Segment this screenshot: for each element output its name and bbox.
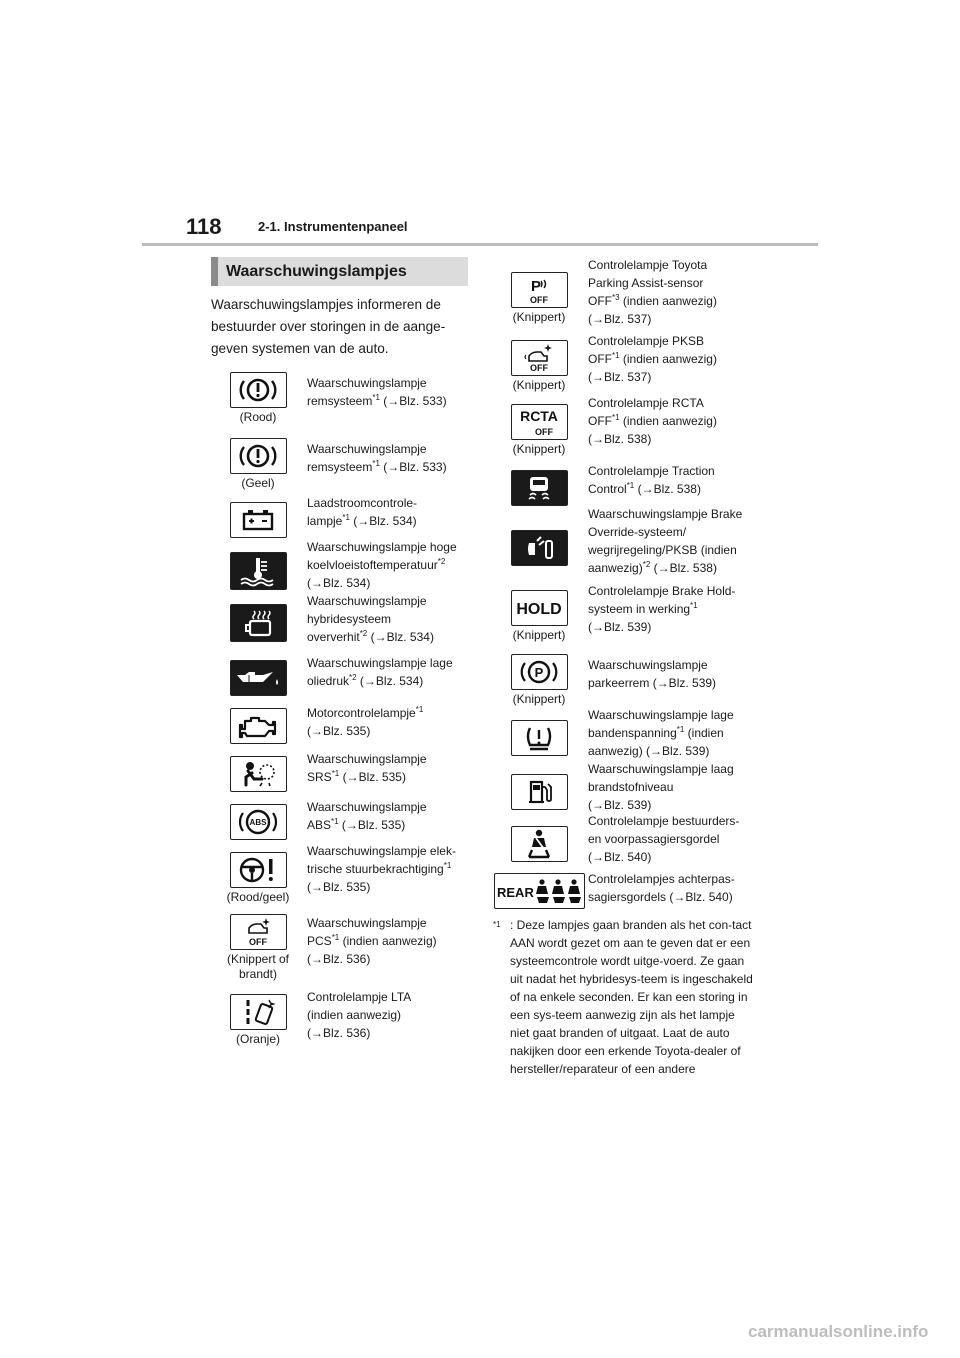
oil-pressure-icon [230,660,287,696]
hybrid-overheat-icon [230,604,287,642]
icon-caption: (Knippert) [512,692,566,706]
entry-description: Waarschuwingslampje PCS$^{*1}$ (indien aanwezig) (→Blz. 536) [307,916,437,966]
seatbelt-icon [511,826,568,862]
entry-description: Waarschuwingslampje hybridesysteem oververhit$^{*2}$ (→Blz. 534) [307,594,434,644]
icon-caption: (Knippert) [512,378,566,392]
entry-description: Controlelampje Traction Control$^{*1}$ (→Blz. 538) [588,464,715,496]
intro-paragraph: Waarschuwingslampjes informeren de bestuurder over storingen in de aange-geven systemen van de auto. [211,297,446,356]
entry-description: Controlelampje PKSB OFF$^{*1}$ (indien aanwezig) (→Blz. 537) [588,334,717,384]
entry-description: Waarschuwingslampje lage bandenspanning$^{*1}$ (indien aanwezig) (→Blz. 539) [588,708,734,758]
entry-description: Waarschuwingslampje parkeerrem (→Blz. 539) [588,658,717,690]
watermark: carmanualsonline.info [748,1322,929,1341]
icon-caption: (Knippert) [512,628,566,642]
icon-caption: (Rood/geel) [226,890,290,904]
pcs-off-icon [230,914,287,950]
entry-description: Waarschuwingslampje hoge koelvloeistoftemperatuur$^{*2}$ (→Blz. 534) [307,540,457,590]
entry-description: Motorcontrolelampje$^{*1}$ (→Blz. 535) [307,705,424,738]
svg-text:HOLD: HOLD [516,601,562,618]
svg-text:OFF: OFF [530,295,548,305]
entry-description: Waarschuwingslampje ABS$^{*1}$ (→Blz. 535) [307,800,427,832]
entry-description: Waarschuwingslampje remsysteem$^{*1}$ (→Blz. 533) [307,442,447,474]
entry-description: Controlelampje bestuurders- en voorpassagiersgordel (→Blz. 540) [588,814,740,864]
battery-icon [230,502,287,538]
entry-description: Controlelampje Brake Hold- systeem in werking$^{*1}$ (→Blz. 539) [588,584,736,634]
svg-text:P: P [534,665,544,680]
svg-text:REAR: REAR [497,885,534,900]
rcta-off-icon [511,404,568,440]
brake-override-icon [511,530,568,566]
section-heading: Waarschuwingslampjes [211,257,468,286]
chapter-title: 2-1. Instrumentenpaneel [258,219,408,234]
entry-description: Waarschuwingslampje remsysteem$^{*1}$ (→Blz. 533) [307,376,447,408]
engine-check-icon [230,708,287,744]
entry-description: Controlelampje Toyota Parking Assist-sensor OFF$^{*3}$ (indien aanwezig) (→Blz. 537) [588,258,717,326]
icon-caption: (Rood) [239,410,277,424]
footnote: $^{*1}$ : Deze lampjes gaan branden als het con-tact AAN wordt gezet om aan te geven dat er een systeemcontrole wordt uitge-voerd. Ze gaan uit nadat het hybridesys-teem is ingeschakeld of na enkele seconden. Er kan een storing in een sys-teem aanwezig zijn als het lampje niet gaat branden of uitgaat. Laat de auto nakijken door een erkende Toyota-dealer of hersteller/reparateur of een andere [493,918,753,1076]
svg-text:OFF: OFF [535,427,553,437]
entry-description: Waarschuwingslampje elek- trische stuurbekrachtiging$^{*1}$ (→Blz. 535) [307,844,456,894]
rear-seatbelt-icon [494,873,585,909]
icon-caption: (Oranje) [235,1032,280,1046]
power-steering-icon [230,852,287,888]
icon-caption: (Geel) [241,476,275,490]
coolant-temperature-icon [230,552,287,590]
entry-description: Controlelampje RCTA OFF$^{*1}$ (indien aanwezig) (→Blz. 538) [588,396,717,446]
tire-pressure-icon [511,720,568,756]
icon-caption: (Knippert of brandt) [226,952,290,981]
svg-text:ABS: ABS [249,818,267,827]
header-rule [142,243,818,246]
svg-text:RCTA: RCTA [520,408,558,424]
entry-description: Laadstroomcontrole- lampje$^{*1}$ (→Blz. 534) [307,496,418,528]
svg-text:OFF: OFF [249,937,267,947]
lta-icon [230,994,287,1030]
brake-warning-icon [230,372,287,408]
hold-icon [511,590,568,626]
footnote-text: : Deze lampjes gaan branden als het con-tact AAN wordt gezet om aan te geven dat er een systeemcontrole wordt uitge-voerd. Ze gaan uit nadat het hybridesys-teem is ingeschakeld of na enkele seconden. Er kan een storing in een sys-teem aanwezig zijn als het lampje niet gaat branden of uitgaat. Laat de auto nakijken door een erkende Toyota-dealer of hersteller/reparateur of een andere [510,918,753,1076]
entry-description: Waarschuwingslampje Brake Override-systeem/ wegrijregeling/PKSB (indien aanwezig)$^{*2}$ (→Blz. 538) [588,507,743,575]
entry-description: Waarschuwingslampje lage oliedruk$^{*2}$ (→Blz. 534) [307,656,453,688]
srs-airbag-icon [230,756,287,792]
icon-caption: (Knippert) [512,310,566,324]
page-number: 118 [186,214,222,239]
fuel-level-icon [511,774,568,810]
entry-description: Controlelampje LTA (indien aanwezig) (→Blz. 536) [307,990,412,1040]
abs-icon [230,804,287,840]
svg-text:OFF: OFF [530,363,548,373]
pksb-off-icon [511,340,568,376]
entry-description: Controlelampjes achterpas- sagiersgordels (→Blz. 540) [588,872,735,904]
svg-text:P: P [531,278,542,295]
brake-warning-icon [230,438,287,474]
parking-assist-off-icon [511,272,568,308]
entry-description: Waarschuwingslampje laag brandstofniveau (→Blz. 539) [588,762,734,812]
traction-control-icon [511,470,568,506]
parking-brake-icon [511,654,568,690]
entry-description: Waarschuwingslampje SRS$^{*1}$ (→Blz. 535) [307,752,427,784]
icon-caption: (Knippert) [512,442,566,456]
